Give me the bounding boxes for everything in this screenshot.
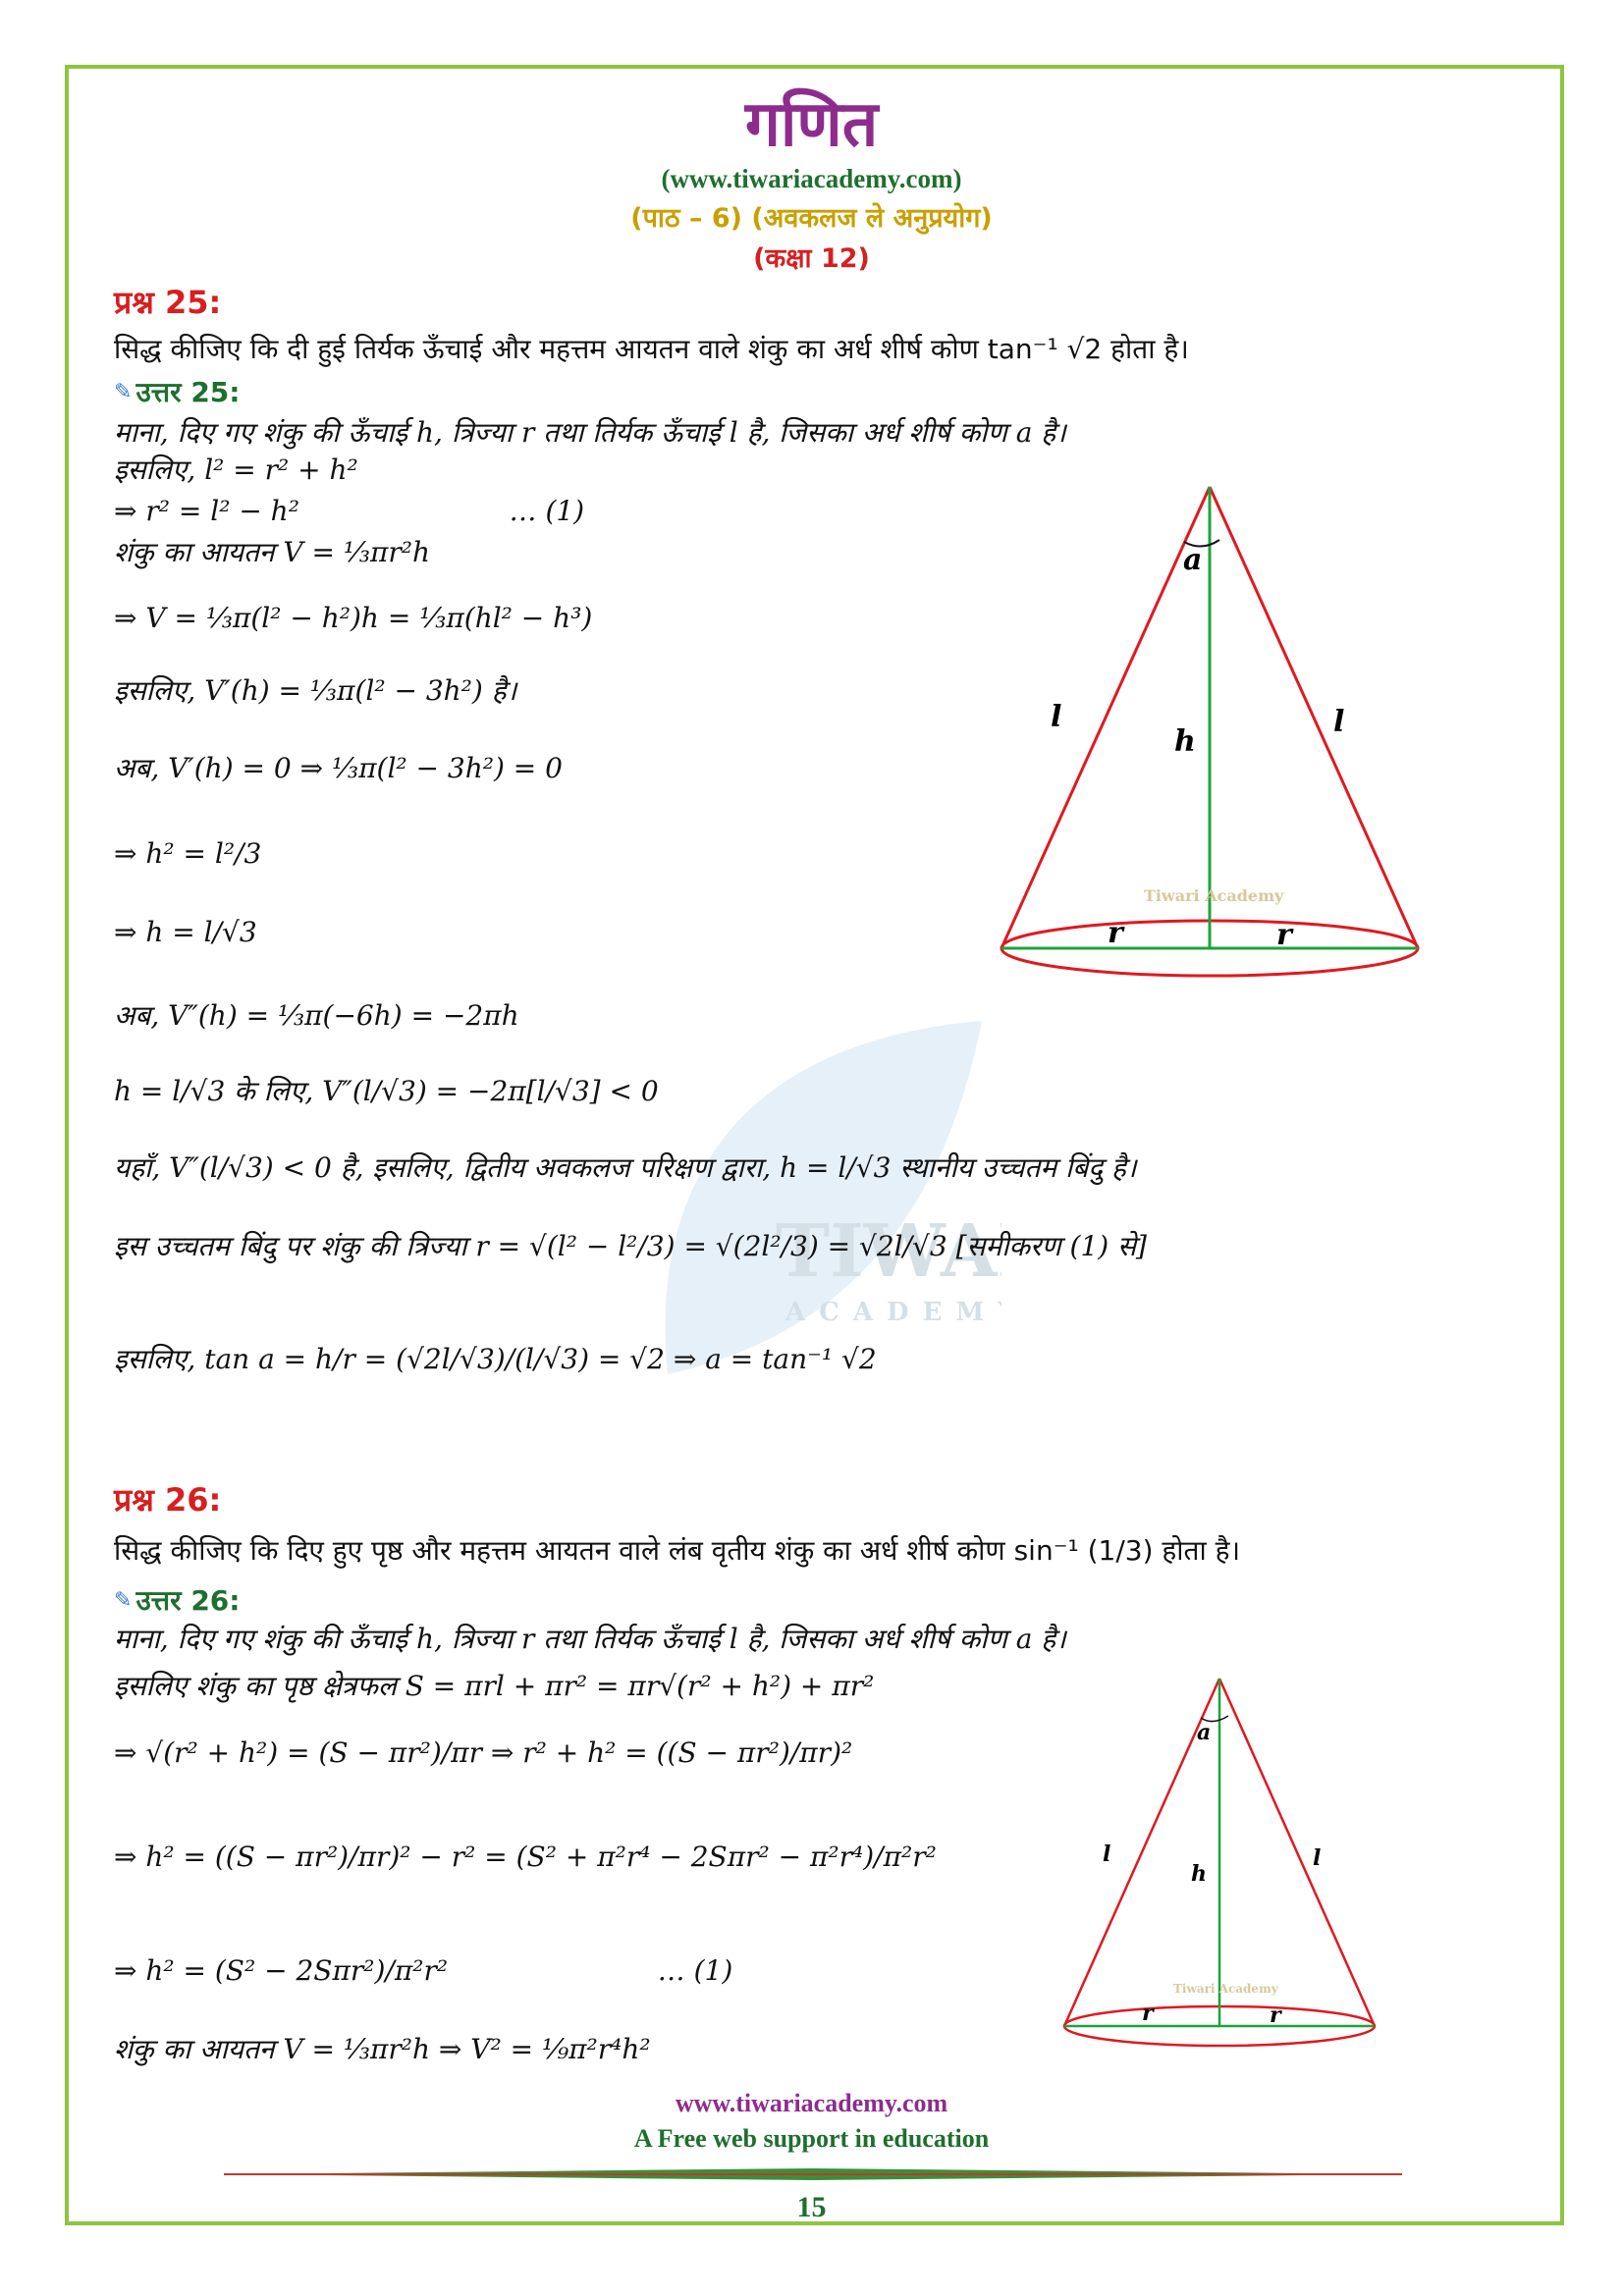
answer-25-heading <box>114 375 241 410</box>
answer-25-line: h = l/√3 के लिए, V″(l/√3) = −2π[l/√3] < 0 <box>114 1075 659 1107</box>
svg-text:l: l <box>1051 700 1062 734</box>
footer-site: www.tiwariacademy.com <box>675 2089 948 2117</box>
svg-text:TIWARI: TIWA <box>776 1209 998 1294</box>
answer-26-line: ⇒ h² = ((S − πr²)/πr)² − r² = (S² + π²r⁴ − 2Sπr² − π²r⁴)/π²r² <box>114 1841 937 1873</box>
svg-text:Tiwari Academy: Tiwari Academy <box>1144 886 1284 905</box>
answer-26-heading <box>114 1583 241 1619</box>
question-25-heading: प्रश्न 25: <box>114 284 222 321</box>
answer-25-line: अब, V″(h) = ⅓π(−6h) = −2πh <box>114 999 519 1032</box>
svg-text:r: r <box>1142 2001 1154 2026</box>
answer-25-label: उत्तर 25: <box>135 376 241 408</box>
header-site: (www.tiwariacademy.com) <box>661 164 962 193</box>
pen-icon: ✎ <box>114 1588 133 1613</box>
answer-26-line: माना, दिए गए शंकु की ऊँचाई h, त्रिज्या r तथा तिर्यक ऊँचाई l है, जिसका अर्ध शीर्ष कोण a है। <box>114 1623 1066 1655</box>
answer-26-line: ⇒ h² = (S² − 2Sπr²)/π²r² … (1) <box>114 1954 733 1987</box>
academy-watermark <box>609 982 1001 1398</box>
answer-25-line: ⇒ h² = l²/3 <box>114 837 262 870</box>
cone-figure-25 <box>992 471 1434 982</box>
svg-text:r: r <box>1270 2002 1281 2028</box>
footer-divider <box>224 2168 1402 2180</box>
answer-25-line: यहाँ, V″(l/√3) < 0 है, इसलिए, द्वितीय अवकलज परिक्षण द्वारा, h = l/√3 स्थानीय उच्चतम बिंदु है। <box>114 1151 1137 1184</box>
answer-25-line: ⇒ V = ⅓π(l² − h²)h = ⅓π(hl² − h³) <box>114 602 593 634</box>
answer-26-line: ⇒ √(r² + h²) = (S − πr²)/πr ⇒ r² + h² = ((S − πr²)/πr)² <box>114 1736 853 1769</box>
cone-figure-26 <box>1055 1669 1389 2052</box>
header-class: (कक्षा 12) <box>753 243 870 274</box>
question-26-text: सिद्ध कीजिए कि दिए हुए पृष्ठ और महत्तम आयतन वाले लंब वृतीय शंकु का अर्ध शीर्ष कोण sin⁻¹ (1/3) होता है। <box>114 1534 1241 1567</box>
svg-text:r: r <box>1108 916 1123 950</box>
pen-icon: ✎ <box>114 380 133 404</box>
answer-26-line: शंकु का आयतन V = ⅓πr²h ⇒ V² = ⅑π²r⁴h² <box>114 2033 651 2065</box>
question-25-text: सिद्ध कीजिए कि दी हुई तिर्यक ऊँचाई और महत्तम आयतन वाले शंकु का अर्ध शीर्ष कोण tan⁻¹ √2 होता है। <box>114 333 1189 365</box>
header-chapter: (पाठ – 6) (अवकलज ले अनुप्रयोग) <box>630 203 993 234</box>
svg-text:a: a <box>1183 543 1203 577</box>
page-title: गणित <box>744 88 879 161</box>
svg-text:Tiwari Academy: Tiwari Academy <box>1173 1982 1278 1996</box>
answer-25-line: ⇒ h = l/√3 <box>114 916 257 948</box>
question-26-heading: प्रश्न 26: <box>114 1481 222 1519</box>
answer-26-label: उत्तर 26: <box>135 1584 241 1617</box>
answer-25-line: इस उच्चतम बिंदु पर शंकु की त्रिज्या r = √(l² − l²/3) = √(2l²/3) = √2l/√3 [समीकरण (1) से] <box>114 1230 1147 1262</box>
answer-25-line: अब, V′(h) = 0 ⇒ ⅓π(l² − 3h²) = 0 <box>114 752 563 784</box>
svg-text:a: a <box>1197 1720 1212 1745</box>
answer-26-line: इसलिए शंकु का पृष्ठ क्षेत्रफल S = πrl + πr² = πr√(r² + h²) + πr² <box>114 1670 875 1702</box>
answer-25-line: इसलिए, l² = r² + h² <box>114 454 358 486</box>
svg-text:l: l <box>1333 705 1345 739</box>
svg-text:h: h <box>1191 1861 1207 1887</box>
svg-text:l: l <box>1313 1845 1322 1871</box>
answer-25-line: इसलिए, tan a = h/r = (√2l/√3)/(l/√3) = √2 ⇒ a = tan⁻¹ √2 <box>114 1343 877 1375</box>
svg-text:ACADEMY: ACADEM <box>785 1298 999 1327</box>
svg-text:h: h <box>1174 724 1196 759</box>
answer-25-line: इसलिए, V′(h) = ⅓π(l² − 3h²) है। <box>114 674 517 707</box>
footer-tagline: A Free web support in education <box>633 2124 990 2153</box>
svg-text:r: r <box>1276 918 1292 952</box>
answer-25-line: ⇒ r² = l² − h² … (1) <box>114 495 585 527</box>
answer-25-line: शंकु का आयतन V = ⅓πr²h <box>114 536 431 568</box>
answer-25-line: माना, दिए गए शंकु की ऊँचाई h, त्रिज्या r तथा तिर्यक ऊँचाई l है, जिसका अर्ध शीर्ष कोण a है। <box>114 416 1066 449</box>
svg-text:l: l <box>1103 1842 1111 1867</box>
leaf-watermark-icon <box>609 982 1001 1394</box>
page-number: 15 <box>796 2191 827 2223</box>
